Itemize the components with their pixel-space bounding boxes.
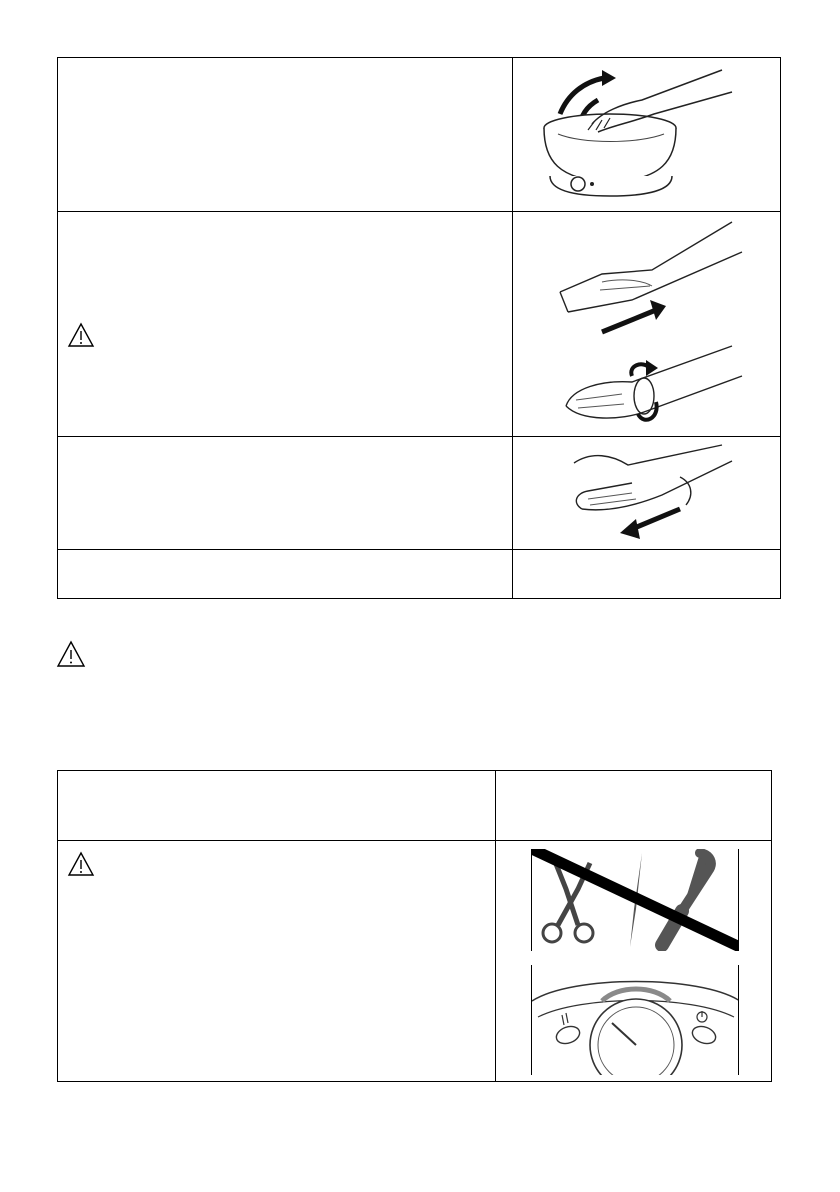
temperature-dial-control-icon <box>531 965 739 1075</box>
table-row <box>58 212 780 437</box>
warning-triangle-icon <box>56 640 86 668</box>
instruction-table-2 <box>57 770 772 1082</box>
table-header-row <box>58 771 771 841</box>
table-row <box>58 841 771 1081</box>
instruction-table-1 <box>57 57 781 599</box>
warning-triangle-icon <box>67 322 95 348</box>
table-row <box>58 58 780 212</box>
hand-removing-glove-icon <box>532 443 772 543</box>
table-row <box>58 437 780 550</box>
hand-wrap-plastic-and-towel-icon <box>532 216 772 432</box>
hand-dipping-in-wax-bath-icon <box>532 64 772 204</box>
no-sharp-tools-icon <box>531 849 739 951</box>
warning-triangle-icon <box>67 851 95 877</box>
table-row <box>58 550 780 599</box>
